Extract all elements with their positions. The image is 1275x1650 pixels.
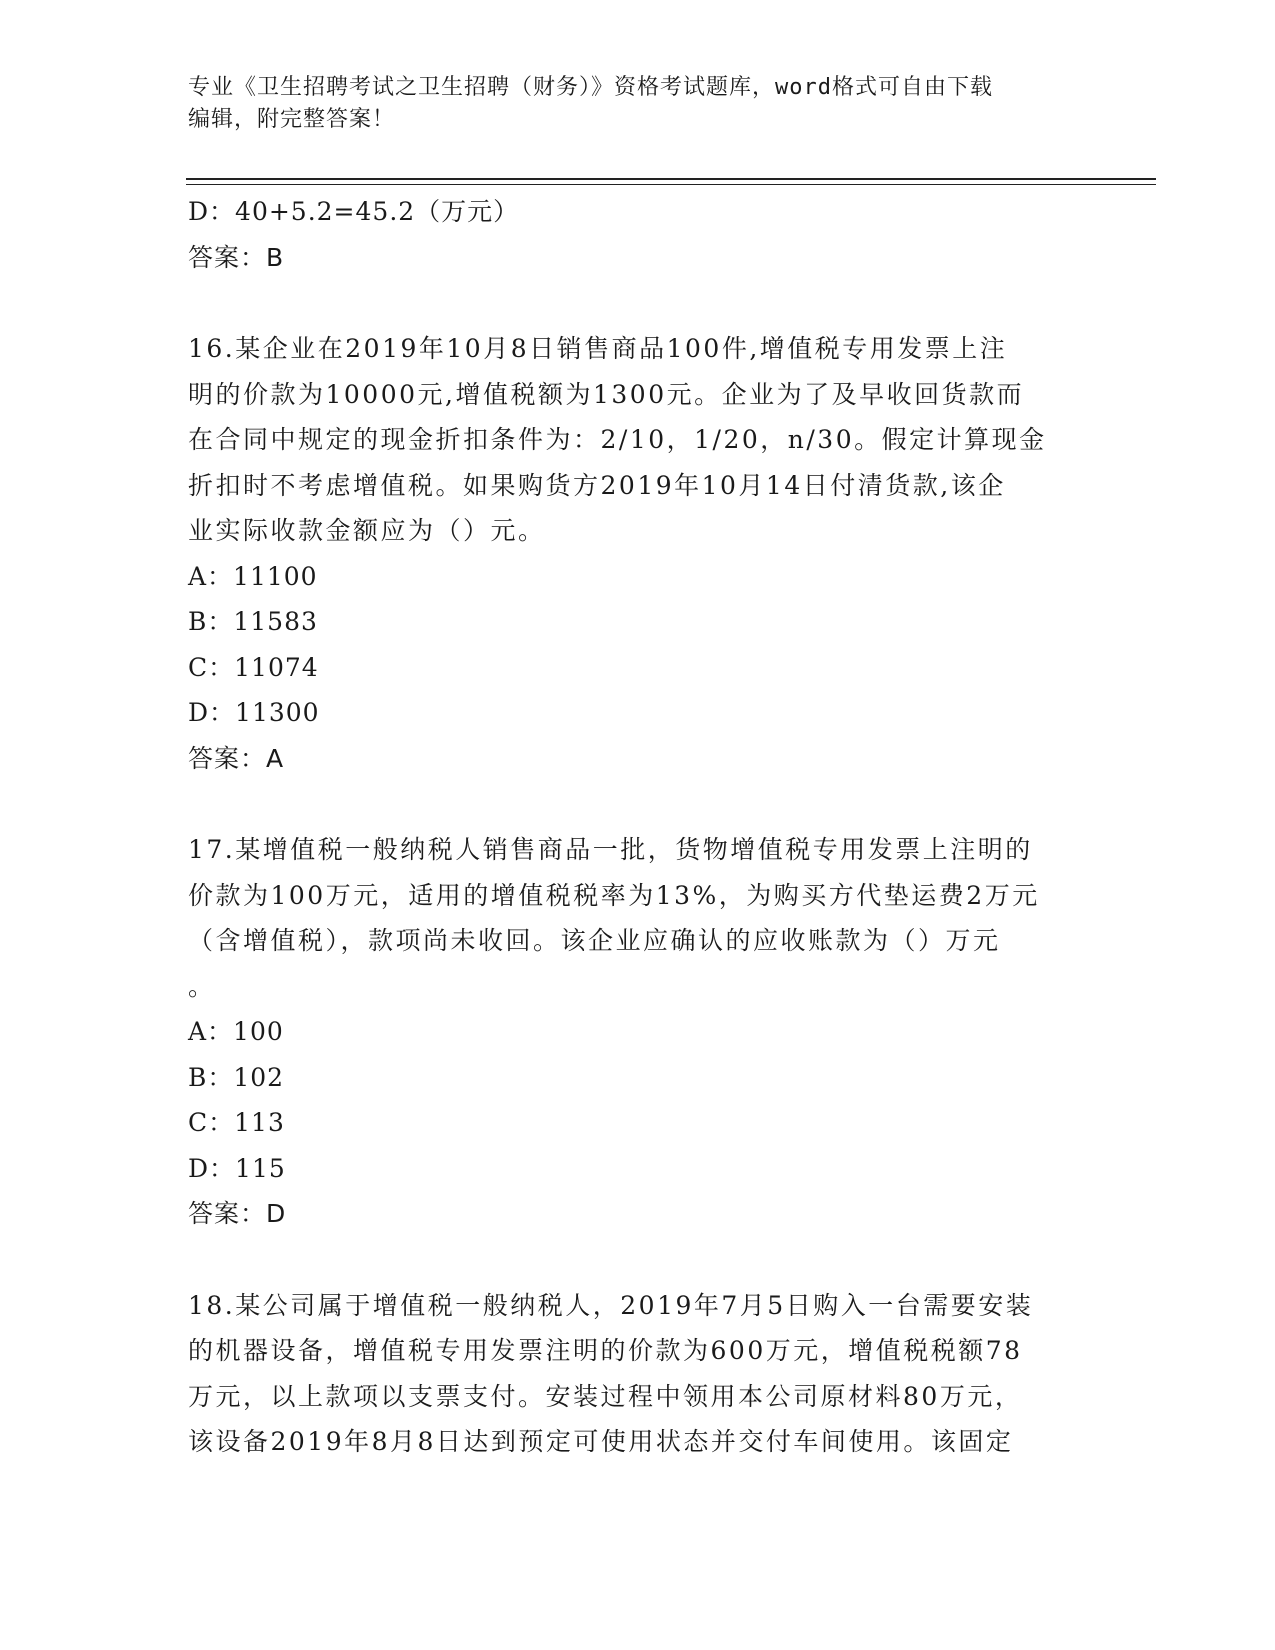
q16-option-a: A：11100: [188, 561, 318, 591]
header-line-1: 专业《卫生招聘考试之卫生招聘（财务）》资格考试题库，word格式可自由下载: [188, 75, 993, 100]
q16-text-line: 业实际收款金额应为（）元。: [188, 516, 546, 545]
question-16: [188, 326, 1088, 781]
q17-answer: 答案：D: [188, 1199, 287, 1228]
q16-option-d: D：11300: [188, 698, 320, 727]
spacer: [188, 781, 1088, 827]
q17-text-line: （含增值税），款项尚未收回。该企业应确认的应收账款为（）万元: [188, 926, 1001, 955]
q18-text-line: 18.某公司属于增值税一般纳税人，2019年7月5日购入一台需要安装: [188, 1290, 1034, 1320]
spacer: [188, 1237, 1088, 1283]
q17-text-line: 17.某增值税一般纳税人销售商品一批，货物增值税专用发票上注明的: [188, 835, 1033, 864]
q17-option-b: B：102: [188, 1062, 285, 1092]
q15-option-d: D：40+5.2=45.2（万元）: [188, 197, 520, 226]
q15-answer: 答案：B: [188, 242, 285, 272]
q17-option-d: D：115: [188, 1153, 286, 1183]
q17-text-line: 。: [188, 971, 216, 1001]
q16-text-line: 明的价款为10000元,增值税额为1300元。企业为了及早收回货款而: [188, 379, 1025, 409]
q16-option-b: B：11583: [188, 607, 318, 636]
question-17: [188, 827, 1088, 1237]
q16-text-line: 在合同中规定的现金折扣条件为：2/10，1/20，n/30。假定计算现金: [188, 425, 1047, 454]
page-header: [188, 72, 1068, 136]
q17-option-a: A：100: [188, 1017, 284, 1046]
q16-text-line: 折扣时不考虑增值税。如果购货方2019年10月14日付清货款,该企: [188, 470, 1006, 500]
q18-text-line: 的机器设备，增值税专用发票注明的价款为600万元，增值税税额78: [188, 1336, 1023, 1365]
header-line-2: 编辑，附完整答案！: [188, 107, 396, 132]
header-divider-thick: [186, 178, 1156, 180]
question-content: [188, 189, 1088, 1465]
q17-option-c: C：113: [188, 1108, 285, 1137]
q18-text-line: 万元，以上款项以支票支付。安装过程中领用本公司原材料80万元，: [188, 1381, 1023, 1411]
header-divider-thin: [186, 184, 1156, 185]
q18-text-line: 该设备2019年8月8日达到预定可使用状态并交付车间使用。该固定: [188, 1427, 1014, 1456]
q16-text-line: 16.某企业在2019年10月8日销售商品100件,增值税专用发票上注: [188, 334, 1008, 363]
q16-option-c: C：11074: [188, 652, 319, 682]
question-18: [188, 1283, 1088, 1465]
spacer: [188, 280, 1088, 326]
q17-text-line: 价款为100万元，适用的增值税税率为13%，为购买方代垫运费2万元: [188, 880, 1040, 910]
q16-answer: 答案：A: [188, 743, 285, 773]
